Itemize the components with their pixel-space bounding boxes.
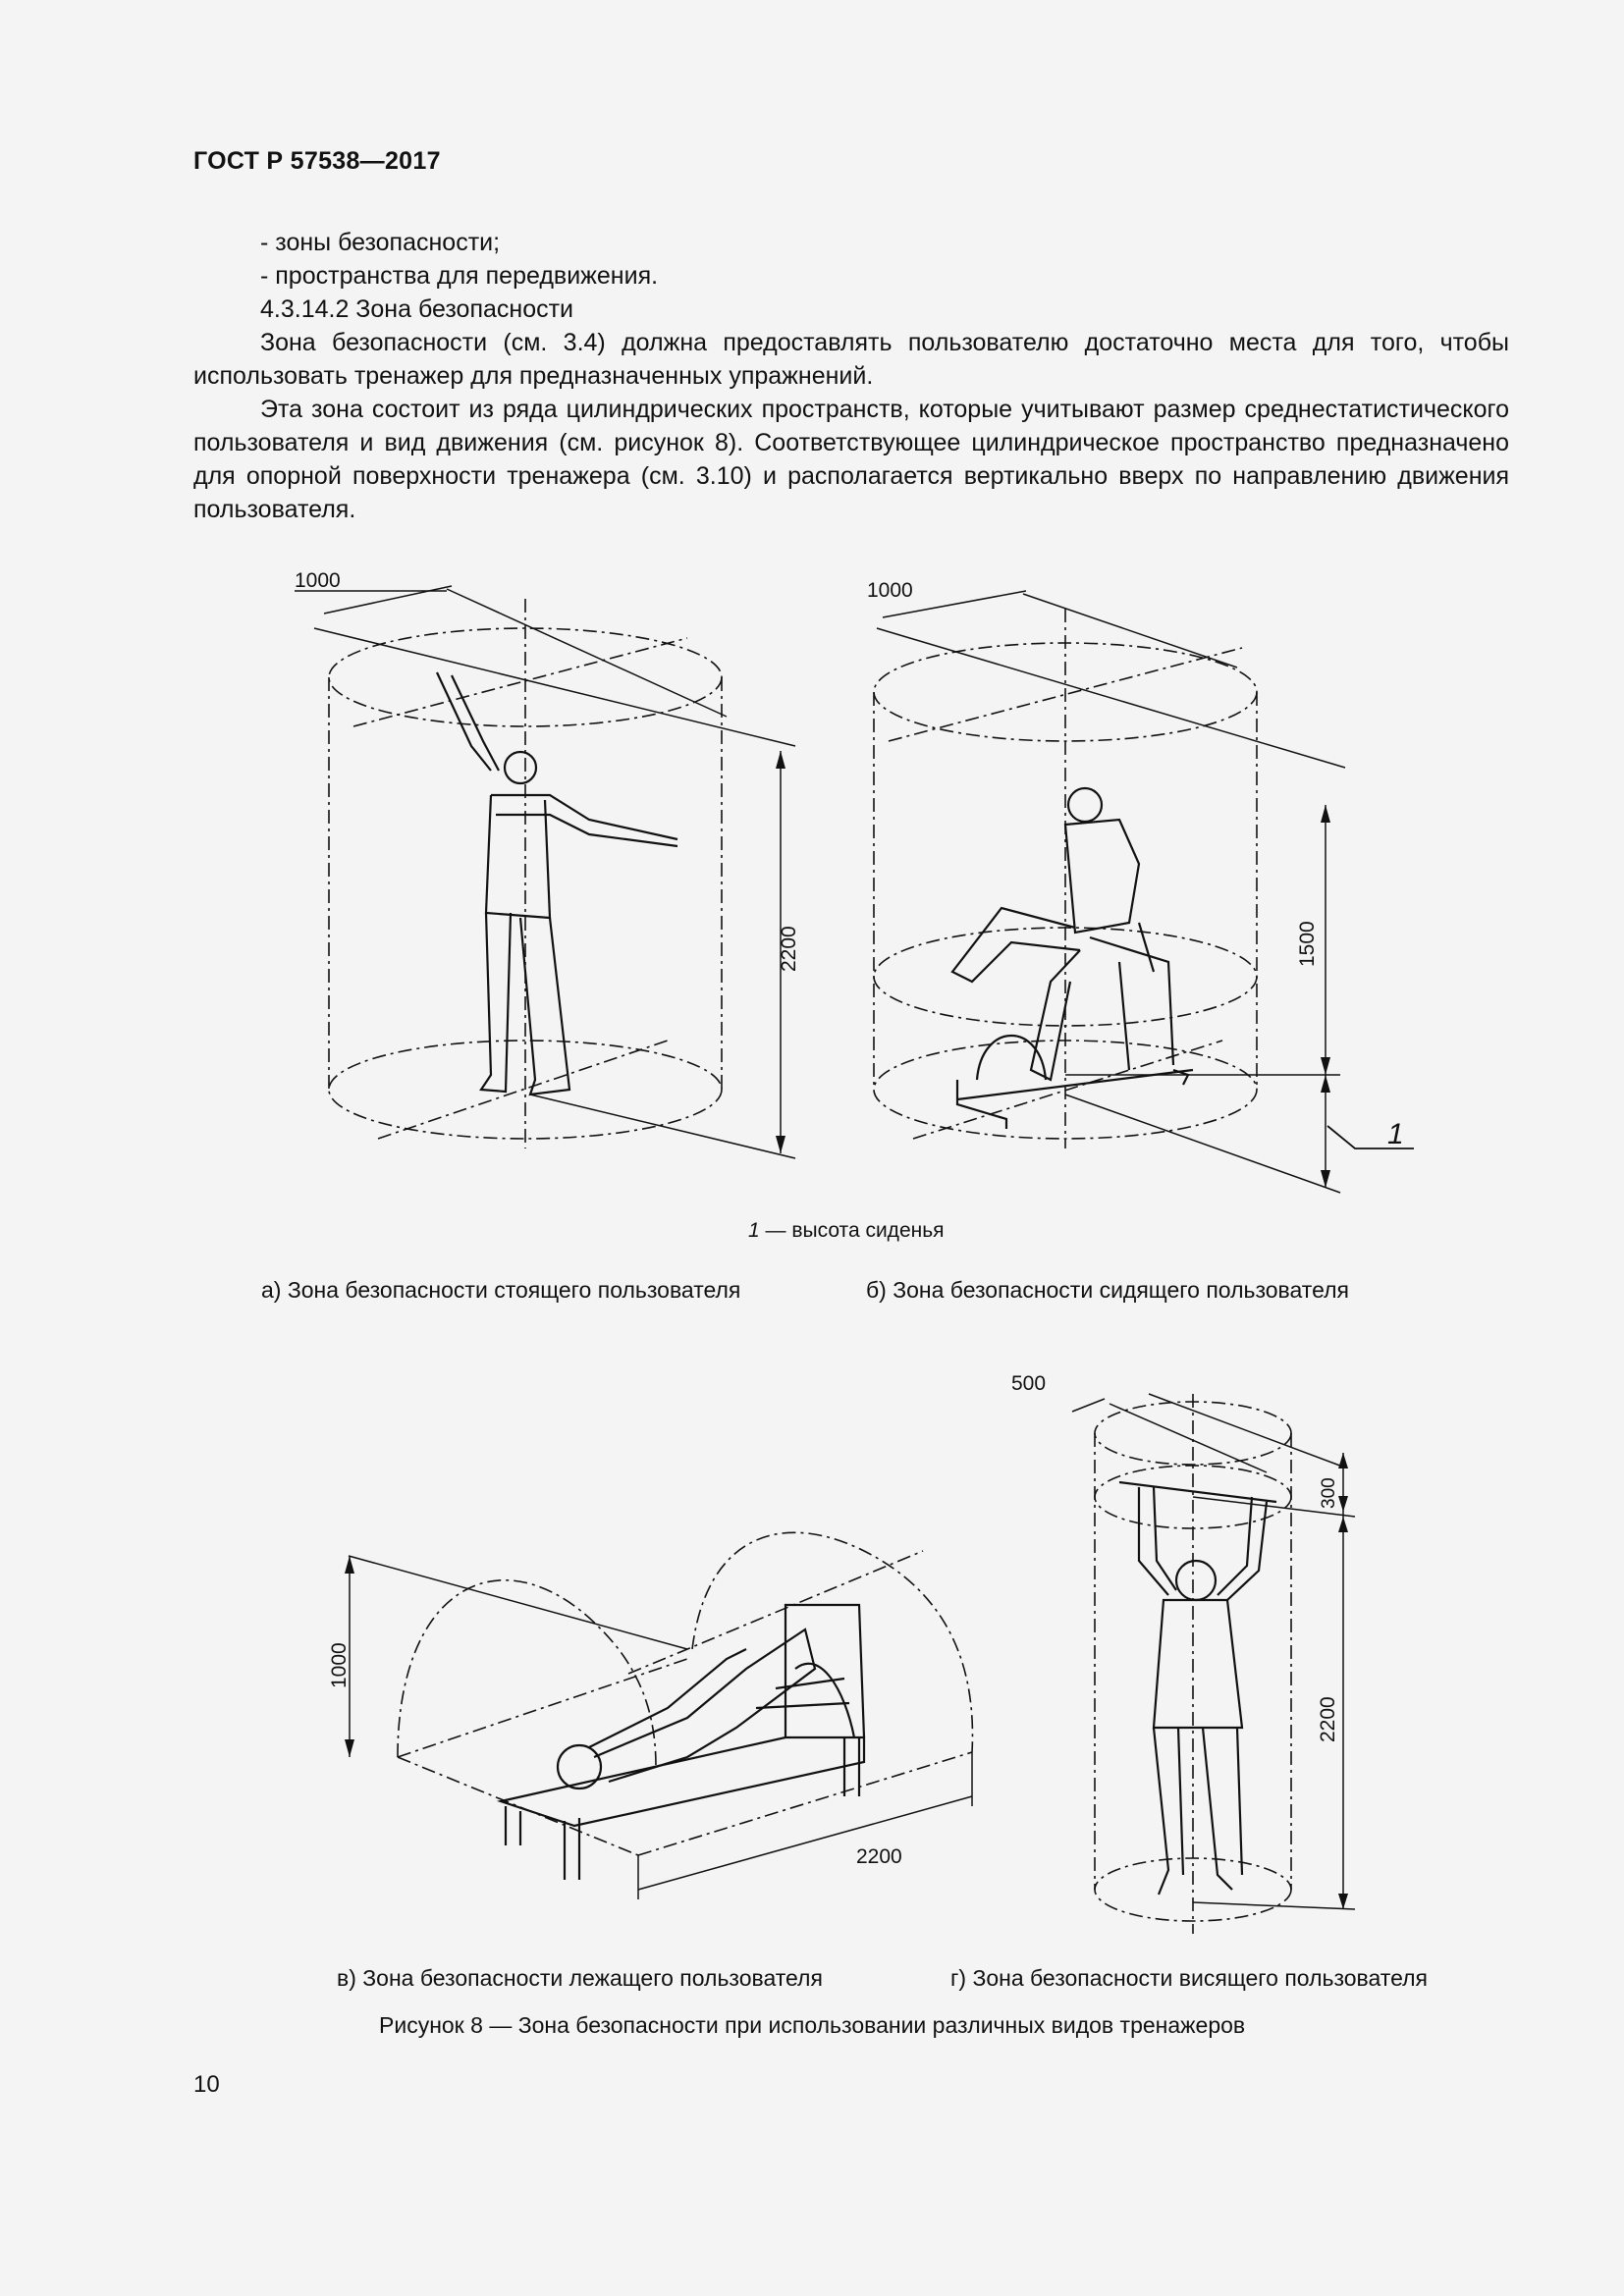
paragraph: Эта зона состоит из ряда цилиндрических пространств, которые учитывают размер среднестатистического пользователя и вид движения (см. рисунок 8). Соответствующее цилиндрическое пространство предназначено для опорной поверхности тренажера (см. 3.10) и располагается вертикально вверх по направлению движения пользователя. [193, 396, 1509, 523]
figure-title: Рисунок 8 — Зона безопасности при использовании различных видов тренажеров [379, 2012, 1246, 2038]
panel-d-drawing [1072, 1394, 1355, 1934]
panel-a-height-label: 2200 [778, 926, 800, 972]
legend-text: — высота сиденья [759, 1219, 945, 1242]
legend-number: 1 [748, 1219, 760, 1242]
paragraph: Зона безопасности (см. 3.4) должна предоставлять пользователю достаточно места для того, чтобы использовать тренажер для предназначенных упражнений. [193, 329, 1509, 390]
document-header: ГОСТ Р 57538—2017 [193, 147, 441, 175]
section-heading: 4.3.14.2 Зона безопасности [260, 295, 574, 323]
panel-a-diameter-label: 1000 [295, 569, 341, 592]
panel-a-caption: а) Зона безопасности стоящего пользователя [261, 1277, 741, 1303]
panel-b-callout-label: 1 [1387, 1118, 1404, 1150]
panel-d-diameter-label: 500 [1011, 1372, 1047, 1395]
panel-a-drawing [295, 586, 795, 1158]
panel-c-height-label: 1000 [328, 1642, 351, 1688]
panel-b-drawing [874, 591, 1414, 1193]
panel-c-drawing [345, 1532, 972, 1899]
page-number: 10 [193, 2071, 220, 2098]
panel-c-length-label: 2200 [856, 1845, 902, 1868]
panel-d-top-label: 300 [1319, 1477, 1339, 1509]
panel-d-caption: г) Зона безопасности висящего пользователя [950, 1965, 1428, 1991]
panel-b-caption: б) Зона безопасности сидящего пользователя [866, 1277, 1349, 1303]
figure-legend [748, 1219, 945, 1243]
bullet-item: - пространства для передвижения. [260, 262, 659, 290]
bullet-item: - зоны безопасности; [260, 229, 501, 256]
panel-b-diameter-label: 1000 [867, 579, 913, 602]
panel-d-height-label: 2200 [1317, 1696, 1339, 1742]
panel-c-caption: в) Зона безопасности лежащего пользователя [337, 1965, 823, 1991]
panel-b-height-label: 1500 [1296, 921, 1319, 967]
